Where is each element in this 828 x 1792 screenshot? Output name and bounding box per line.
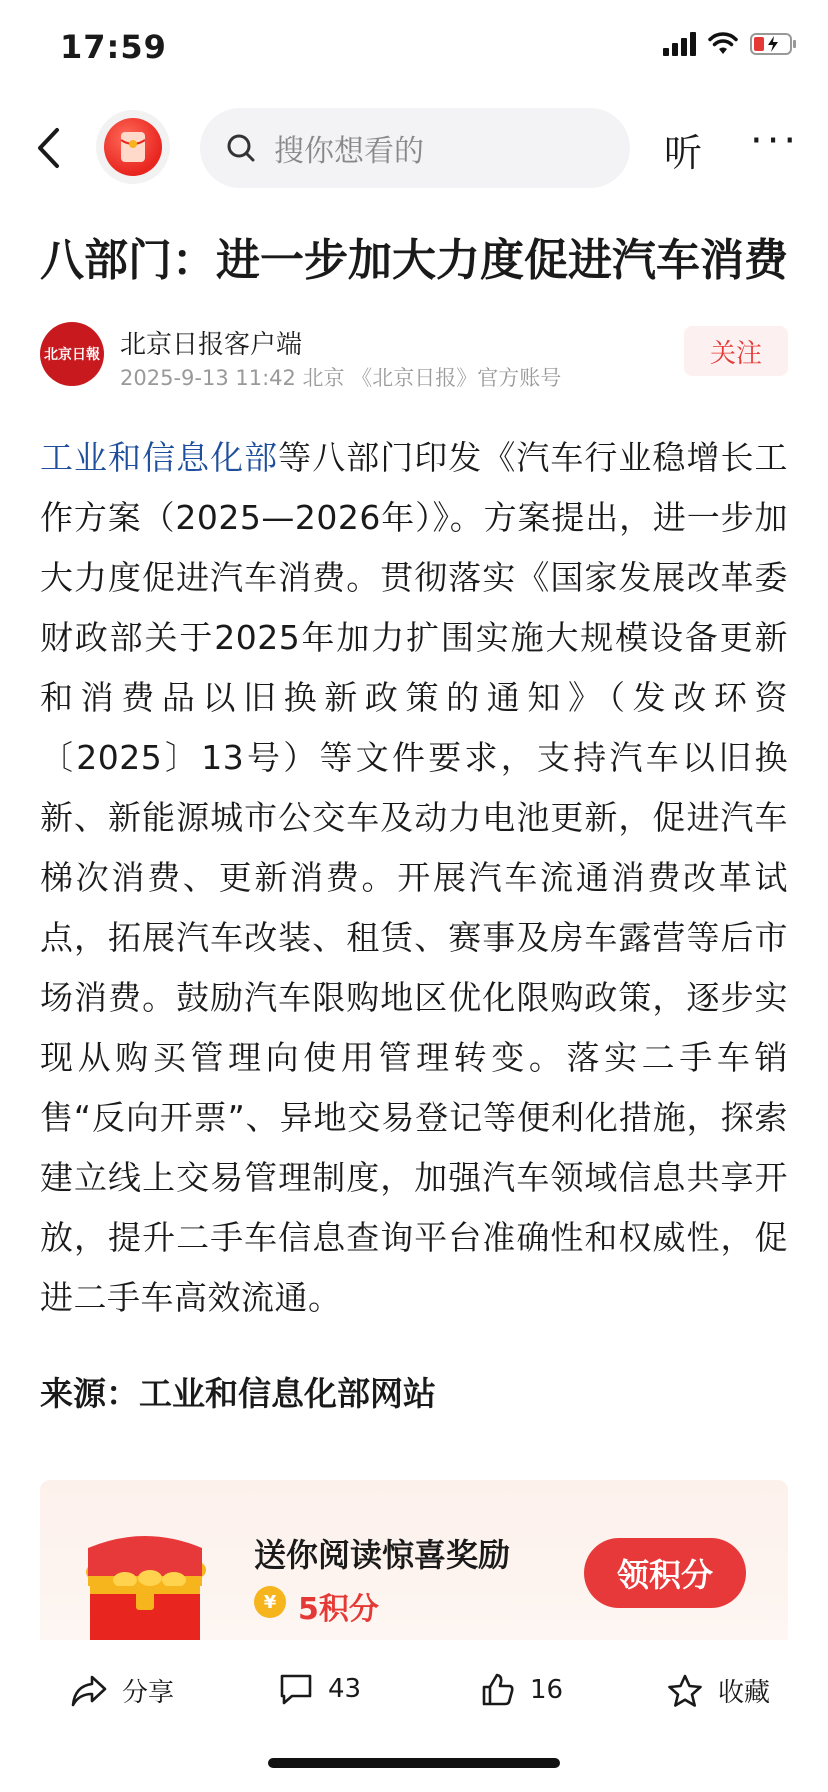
search-placeholder: 搜你想看的 (274, 134, 424, 169)
wifi-icon (708, 32, 738, 56)
cellular-signal-icon (663, 32, 696, 56)
status-time: 17:59 (60, 28, 167, 66)
thumbs-up-icon (480, 1672, 516, 1708)
article-body (40, 428, 788, 1328)
follow-button[interactable]: 关注 (684, 326, 788, 376)
author-name[interactable]: 北京日报客户端 (120, 330, 303, 360)
favorite-label: 收藏 (718, 1678, 771, 1708)
home-indicator[interactable] (268, 1758, 560, 1768)
article-source: 来源：工业和信息化部网站 (40, 1374, 436, 1413)
share-label: 分享 (122, 1678, 175, 1708)
claim-points-button[interactable]: 领积分 (584, 1538, 746, 1608)
coin-icon: ¥ (254, 1586, 286, 1618)
ministry-link[interactable]: 工业和信息化部 (40, 438, 279, 477)
likes-count: 16 (530, 1675, 564, 1705)
like-button[interactable] (480, 1672, 563, 1708)
back-button[interactable] (28, 120, 68, 176)
article-meta: 2025-9-13 11:42 北京 《北京日报》官方账号 (120, 366, 562, 390)
article-body-text: 等八部门印发《汽车行业稳增长工作方案（2025—2026年）》。方案提出，进一步加大力度促进汽车消费。贯彻落实《国家发展改革委财政部关于2025年加力扩围实施大规模设备更新和消费品以旧换新政策的通知》（发改环资〔2025〕13号）等文件要求，支持汽车以旧换新、新能源城市公交车及动力电池更新，促进汽车梯次消费、更新消费。开展汽车流通消费改革试点，拓展汽车改装、租赁、赛事及房车露营等后市场消费。鼓励汽车限购地区优化限购政策，逐步实现从购买管理向使用管理转变。落实二手车销售“反向开票”、异地交易登记等便利化措施，探索建立线上交易管理制度，加强汽车领域信息共享开放，提升二手车信息查询平台准确性和权威性，促进二手车高效流通。 (40, 438, 789, 1317)
battery-low-icon (750, 32, 798, 56)
reward-points: 5积分 (298, 1592, 379, 1627)
favorite-button[interactable] (666, 1672, 770, 1709)
chevron-left-icon (35, 127, 61, 169)
comments-button[interactable] (278, 1672, 361, 1706)
share-icon (70, 1674, 108, 1708)
star-icon (666, 1673, 704, 1709)
search-icon (226, 131, 260, 165)
treasure-chest-icon (70, 1520, 220, 1640)
article-title: 八部门：进一步加大力度促进汽车消费 (40, 235, 788, 286)
red-envelope-icon[interactable] (96, 110, 170, 184)
reward-card[interactable] (40, 1480, 788, 1640)
status-icons (663, 32, 798, 56)
listen-button[interactable]: 听 (664, 131, 703, 175)
reward-title: 送你阅读惊喜奖励 (254, 1536, 511, 1574)
author-avatar[interactable]: 北京日報 (40, 322, 104, 386)
comments-count: 43 (328, 1674, 362, 1704)
more-options-button[interactable]: ··· (750, 118, 801, 164)
bottom-action-bar (0, 1640, 828, 1792)
comment-icon (278, 1672, 314, 1706)
search-input[interactable] (200, 108, 630, 188)
share-button[interactable] (70, 1672, 174, 1709)
